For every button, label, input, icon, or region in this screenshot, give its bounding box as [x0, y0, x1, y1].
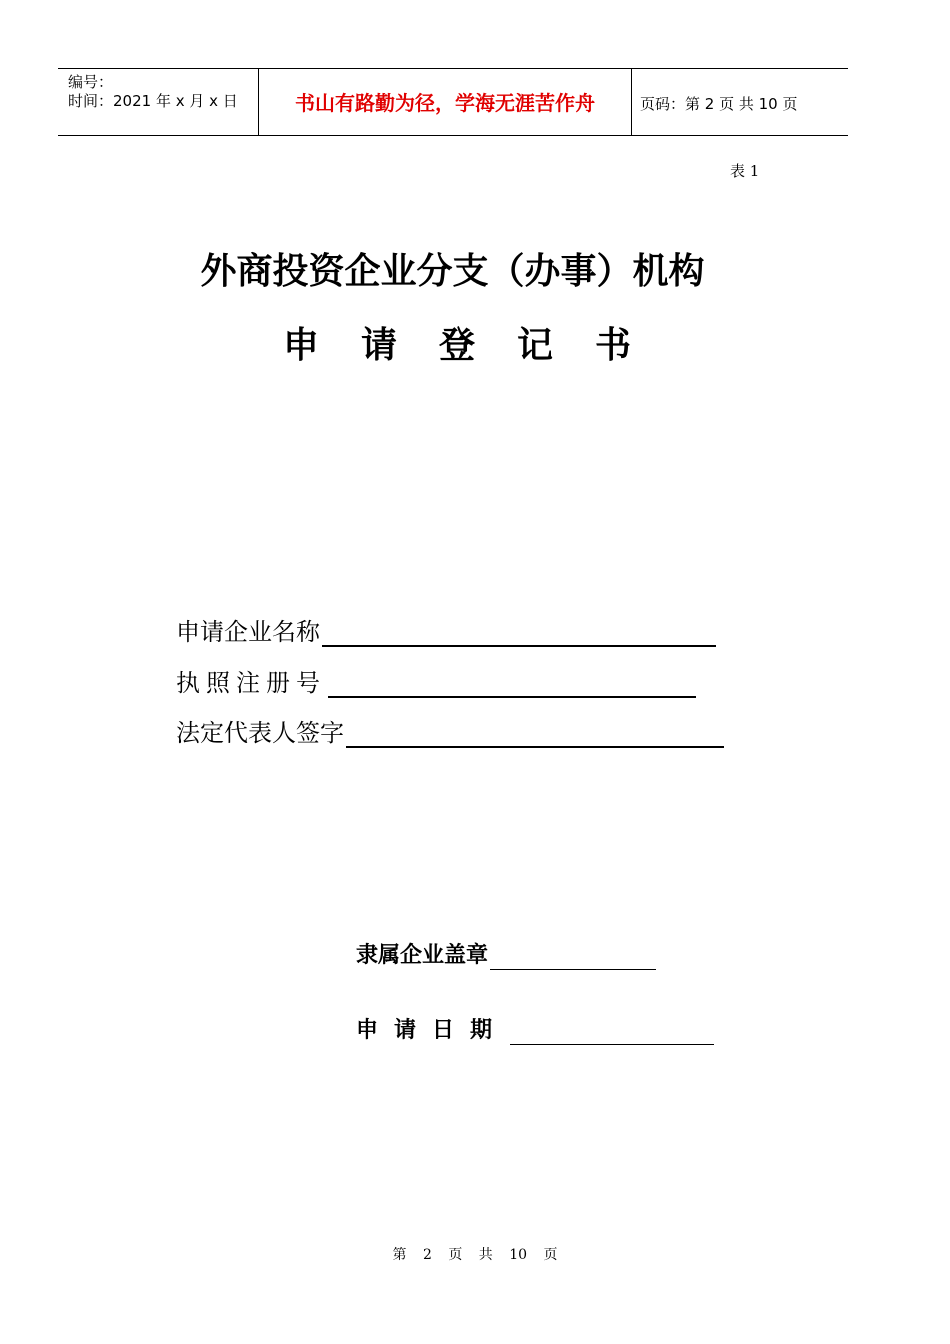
parent-seal-blank[interactable] [490, 947, 656, 970]
footer-page-word: 页 [448, 1247, 463, 1263]
license-number-field [176, 668, 696, 698]
header-motto-cell [259, 69, 632, 135]
legal-rep-signature-field [176, 718, 724, 748]
table-number: 表 1 [730, 162, 760, 180]
motto-text: 书山有路勤为径，学海无涯苦作舟 [295, 91, 595, 115]
time-line: 时间：2021 年 x 月 x 日 [68, 92, 238, 110]
footer-page-number: 2 [422, 1247, 432, 1263]
legal-rep-label: 法定代表人签字 [176, 719, 344, 747]
parent-seal-field [356, 942, 656, 970]
company-name-blank[interactable] [322, 619, 716, 647]
apply-date-field [356, 1017, 714, 1045]
header-page-cell [632, 69, 848, 135]
footer-prefix: 第 [392, 1247, 407, 1263]
page-header [58, 68, 848, 136]
license-number-blank[interactable] [328, 670, 696, 698]
footer-total-pages: 10 [509, 1247, 528, 1263]
parent-seal-label: 隶属企业盖章 [356, 943, 489, 968]
apply-date-blank[interactable] [510, 1022, 714, 1045]
company-name-field [176, 617, 716, 647]
footer-total-prefix: 共 [478, 1247, 493, 1263]
header-meta-cell [58, 69, 259, 135]
company-name-label: 申请企业名称 [176, 618, 320, 646]
document-title: 外商投资企业分支（办事）机构 [200, 251, 705, 292]
legal-rep-blank[interactable] [346, 720, 724, 748]
serial-label: 编号： [68, 73, 114, 91]
document-subtitle: 申请登记书 [283, 325, 674, 366]
apply-date-label: 申请日期 [356, 1018, 509, 1043]
license-number-label: 执照注册号 [176, 669, 326, 697]
footer-total-word: 页 [543, 1247, 558, 1263]
page-info: 页码：第 2 页 共 10 页 [640, 95, 798, 113]
page-footer [0, 1246, 950, 1264]
